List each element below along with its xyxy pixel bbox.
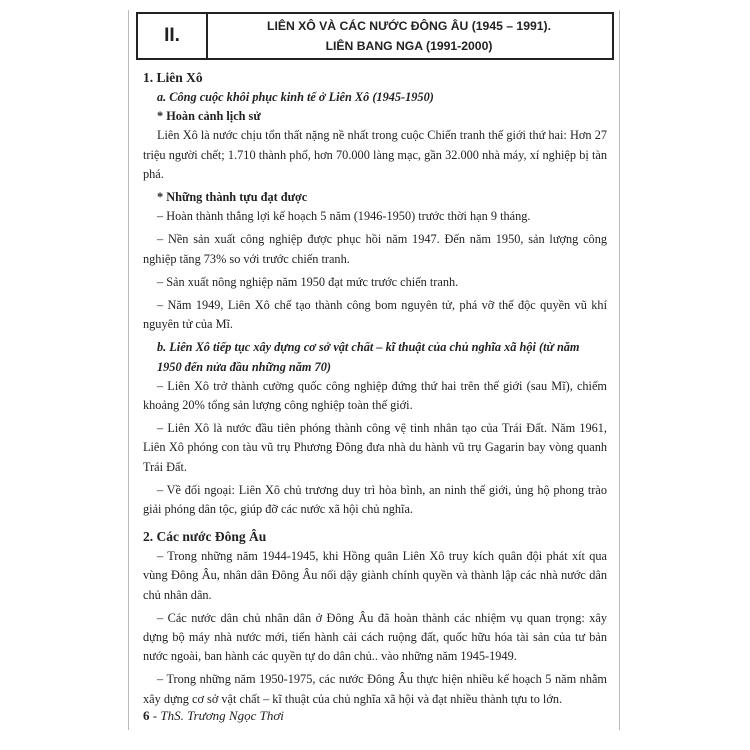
subheading-achievements: * Những thành tựu đạt được: [157, 190, 308, 205]
paragraph: – Liên Xô là nước đầu tiên phóng thành công vệ tinh nhân tạo của Trái Đất. Năm 1961, Liên Xô phóng con tàu vũ trụ Phương Đông đưa nhà du hành vũ trụ Gagarin bay vòng quanh Trái Đất.: [143, 421, 607, 474]
subheading-historical-context: * Hoàn cảnh lịch sử: [157, 109, 261, 124]
paragraph: – Hoàn thành thắng lợi kế hoạch 5 năm (1946-1950) trước thời hạn 9 tháng.: [157, 209, 531, 224]
paragraph: – Trong những năm 1944-1945, khi Hồng quân Liên Xô truy kích quân đội phát xít qua vùng Đông Âu, nhân dân Đông Âu nổi dậy giành chính quyền và thành lập các nhà nước dân chủ nhân dân.: [143, 549, 607, 602]
paragraph: – Về đối ngoại: Liên Xô chủ trương duy trì hòa bình, an ninh thế giới, ủng hộ phong trào giải phóng dân tộc, giúp đỡ các nước xã hội chủ nghĩa.: [143, 482, 607, 517]
chapter-title: [210, 16, 608, 56]
document-body: [143, 68, 607, 709]
paragraph: – Nền sản xuất công nghiệp được phục hồi năm 1947. Đến năm 1950, sản lượng công nghiệp tăng 73% so với trước chiến tranh.: [143, 232, 607, 266]
chapter-title-line1: LIÊN XÔ VÀ CÁC NƯỚC ĐÔNG ÂU (1945 – 1991).: [267, 19, 551, 33]
section-2-heading: 2. Các nước Đông Âu: [143, 529, 267, 545]
section-1b-heading: b. Liên Xô tiếp tục xây dựng cơ sở vật chất – kĩ thuật của chủ nghĩa xã hội (từ năm 1950 đến nửa đầu những năm 70): [157, 340, 580, 374]
chapter-header: [136, 12, 614, 60]
footer-separator: -: [152, 708, 158, 723]
chapter-title-line2: LIÊN BANG NGA (1991-2000): [325, 39, 493, 53]
page-number: 6: [143, 708, 150, 723]
section-1-heading: 1. Liên Xô: [143, 70, 203, 85]
header-divider: [206, 14, 208, 58]
paragraph: – Liên Xô trở thành cường quốc công nghiệp đứng thứ hai trên thế giới (sau Mĩ), chiếm khoảng 20% tổng sản lượng công nghiệp toàn thế giới.: [143, 378, 607, 413]
author-name: ThS. Trương Ngọc Thơi: [160, 708, 284, 723]
chapter-number: II.: [164, 25, 180, 46]
paragraph: Liên Xô là nước chịu tổn thất nặng nề nhất trong cuộc Chiến tranh thế giới thứ hai: Hơn 27 triệu người chết; 1.710 thành phố, hơn 70.000 làng mạc, gần 32.000 nhà máy, xí nghiệp bị tàn phá.: [143, 128, 607, 181]
paragraph: – Năm 1949, Liên Xô chế tạo thành công bom nguyên tử, phá vỡ thế độc quyền vũ khí nguyên tử của Mĩ.: [143, 298, 607, 332]
paragraph: – Sản xuất nông nghiệp năm 1950 đạt mức trước chiến tranh.: [157, 274, 459, 289]
paragraph: – Các nước dân chủ nhân dân ở Đông Âu đã hoàn thành các nhiệm vụ quan trọng: xây dựng bộ máy nhà nước mới, tiến hành cải cách ruộng đất, quốc hữu hóa tài sản của tư bản nước ngoài, ban hành các quyền tự do dân chủ.. vào những năm 1945-1949.: [143, 610, 607, 664]
section-1a-heading: a. Công cuộc khôi phục kinh tế ở Liên Xô (1945-1950): [157, 90, 434, 104]
paragraph: – Trong những năm 1950-1975, các nước Đông Âu thực hiện nhiều kế hoạch 5 năm nhằm xây dựng cơ sở vật chất – kĩ thuật của chủ nghĩa xã hội và đạt nhiều thành tựu to lớn.: [143, 672, 607, 706]
page-footer: [143, 708, 284, 724]
